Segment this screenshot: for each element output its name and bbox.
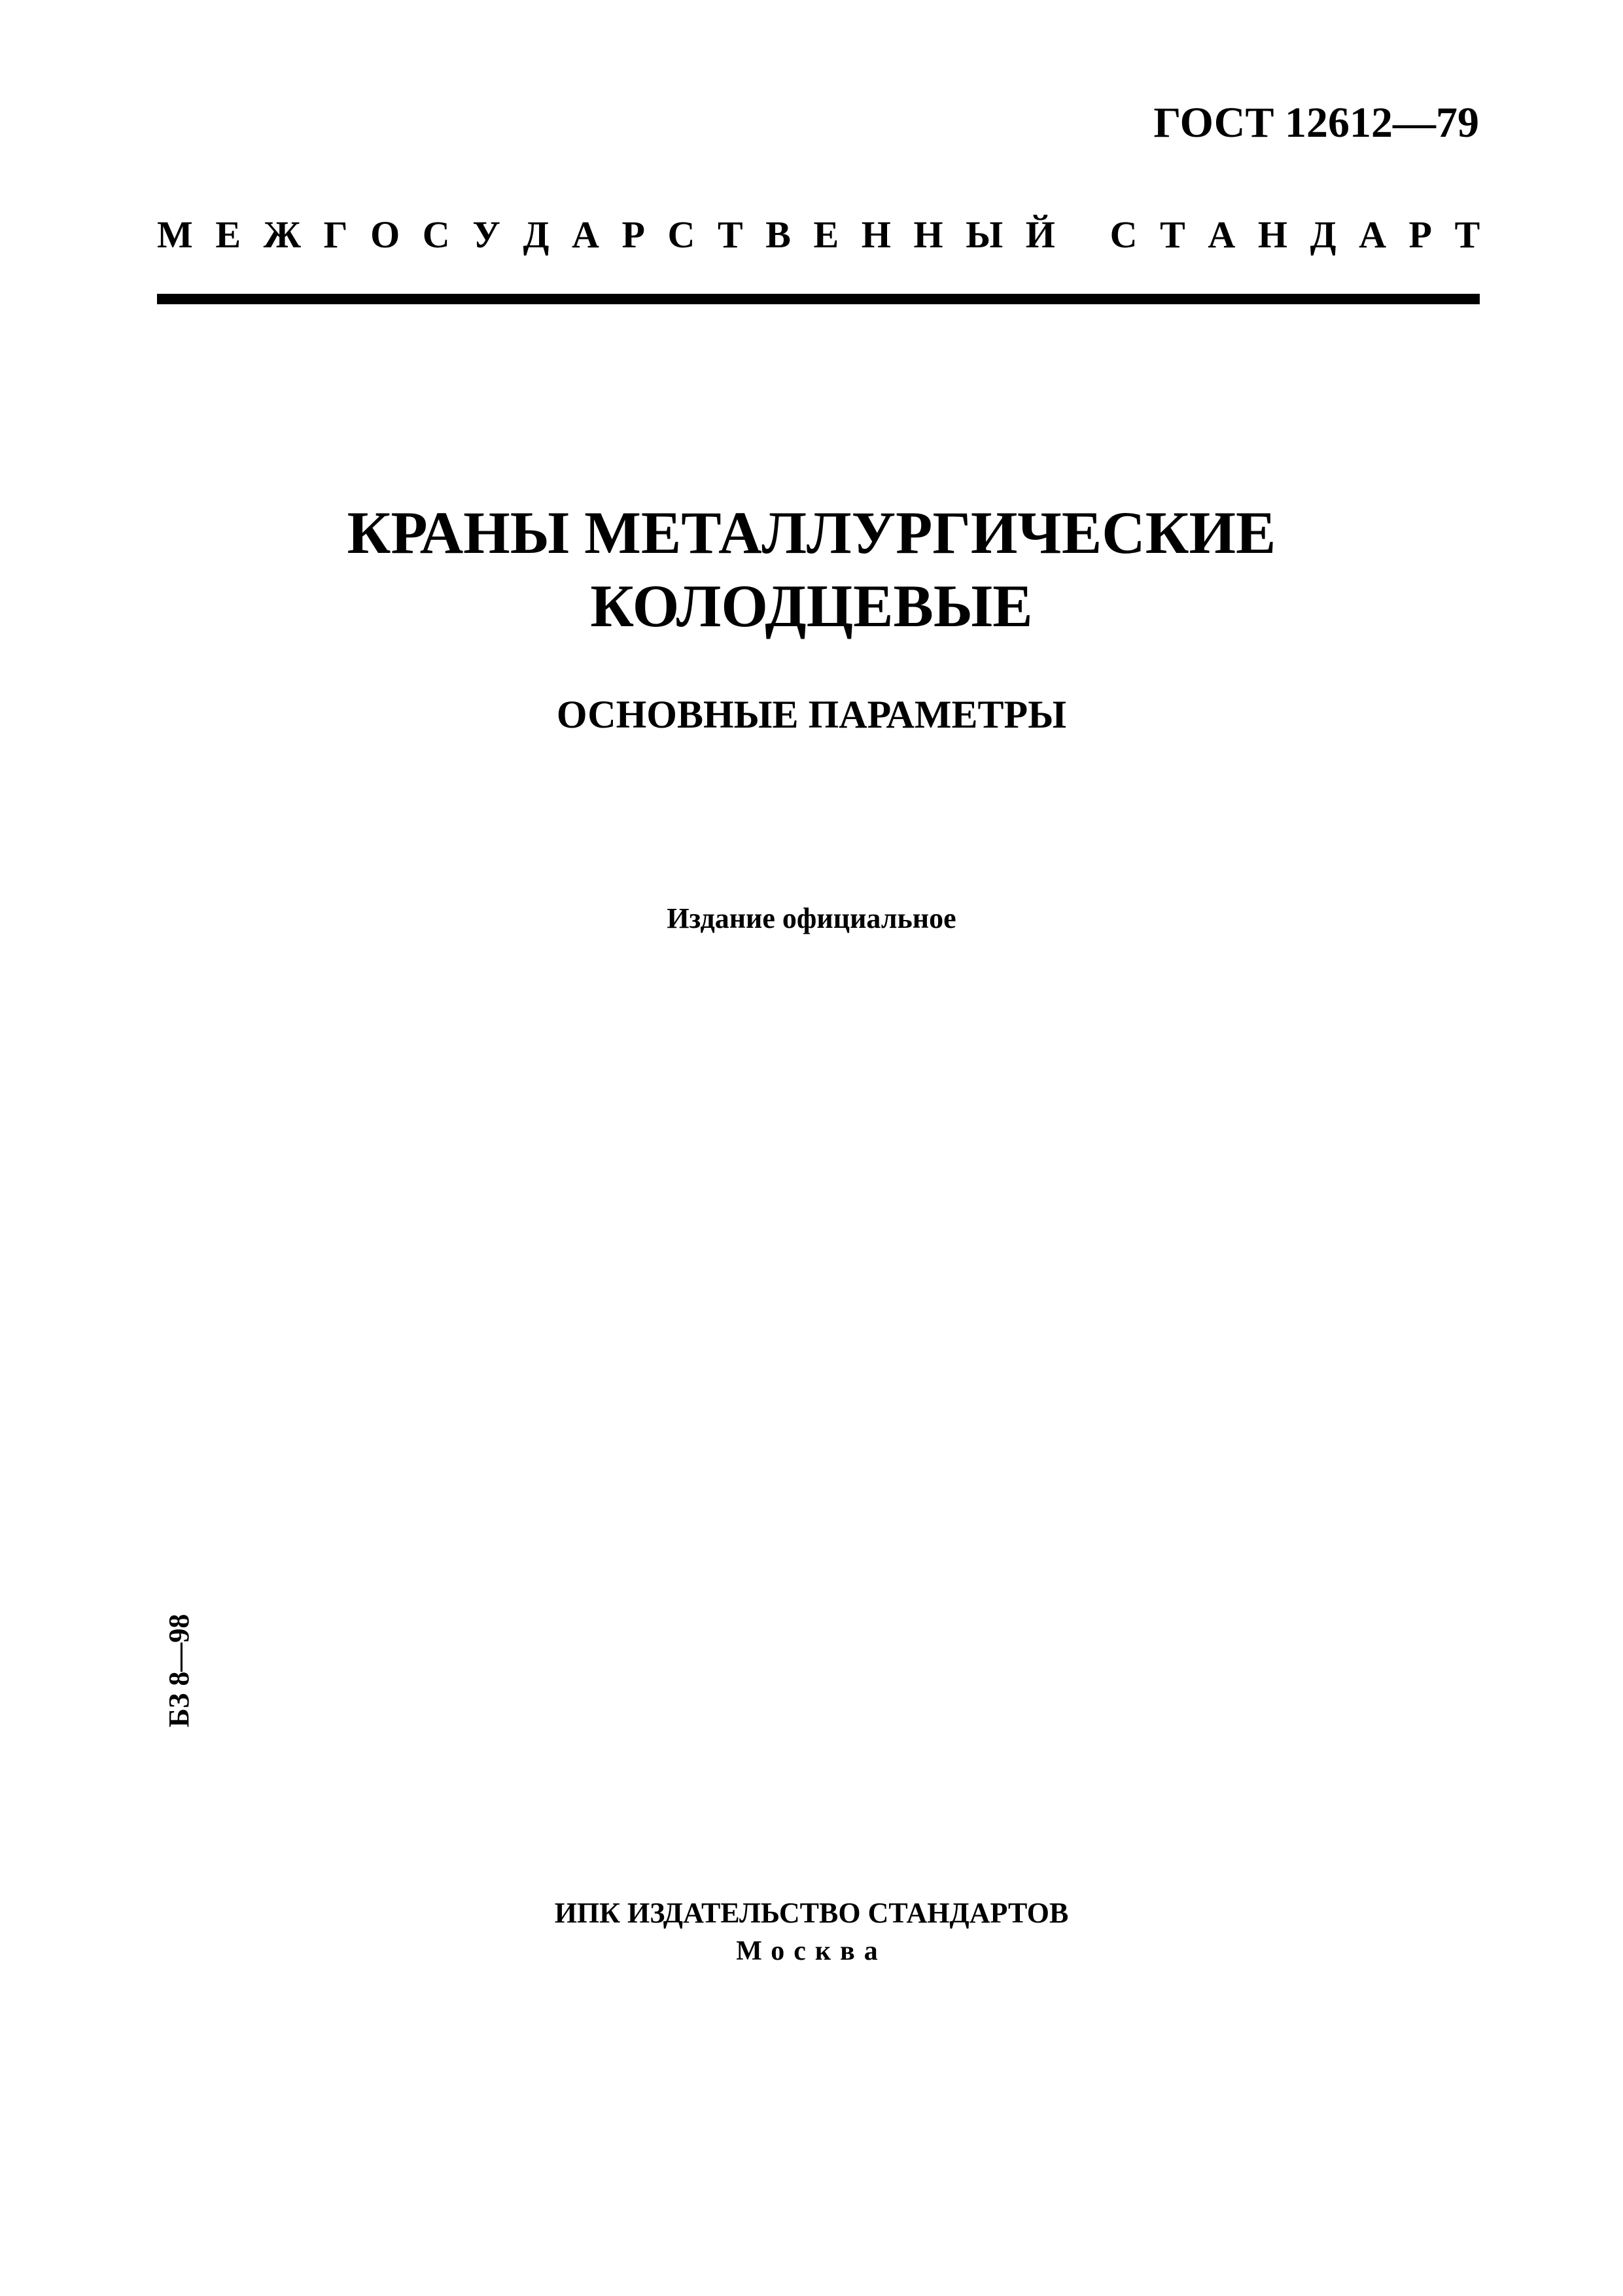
standard-banner-letter: Й [1025,213,1055,256]
standard-banner-letter: Д [1310,213,1336,256]
standard-banner-letter: Р [621,213,645,256]
standard-banner-letter: А [1359,213,1386,256]
standard-banner-letter: Н [913,213,943,256]
standard-banner-letter: Н [1257,213,1287,256]
edition-note: Издание официальное [667,902,956,934]
standard-banner-letter: А [1208,213,1236,256]
publisher-city: Москва [736,1936,887,1966]
publisher-name: ИПК ИЗДАТЕЛЬСТВО СТАНДАРТОВ [554,1897,1069,1929]
standard-banner-letter: С [422,213,450,256]
document-title-line-2: КОЛОДЦЕВЫЕ [590,573,1033,639]
standard-banner-letter: В [765,213,791,256]
standard-banner-letter [1078,213,1088,256]
gost-number: ГОСТ 12612—79 [1153,99,1479,147]
standard-banner-letter: Н [861,213,891,256]
standard-banner-letter: Д [523,213,550,256]
standard-banner-letter: Т [1454,213,1480,256]
standard-banner-letter: С [667,213,695,256]
standard-banner-letter: Ж [263,213,301,256]
standard-banner-letter: Т [717,213,743,256]
standard-banner-letter: Е [215,213,241,256]
standard-banner-letter: О [370,213,400,256]
side-code: БЗ 8—98 [163,1614,195,1727]
document-subtitle: ОСНОВНЫЕ ПАРАМЕТРЫ [556,693,1067,736]
standard-banner-letter: А [571,213,599,256]
standard-banner-letter: Р [1408,213,1432,256]
standard-banner-letter: С [1109,213,1138,256]
standard-banner-letter: У [472,213,500,256]
standard-banner-letter: Т [1160,213,1185,256]
standard-banner-letter: Е [813,213,839,256]
banner-divider-line [157,294,1480,304]
standard-banner-letter: М [157,213,193,256]
standard-banner-letter: Ы [966,213,1003,256]
document-title-line-1: КРАНЫ МЕТАЛЛУРГИЧЕСКИЕ [347,499,1276,566]
standard-banner [157,213,1480,256]
standard-banner-letter: Г [323,213,348,256]
document-title [0,496,1623,643]
